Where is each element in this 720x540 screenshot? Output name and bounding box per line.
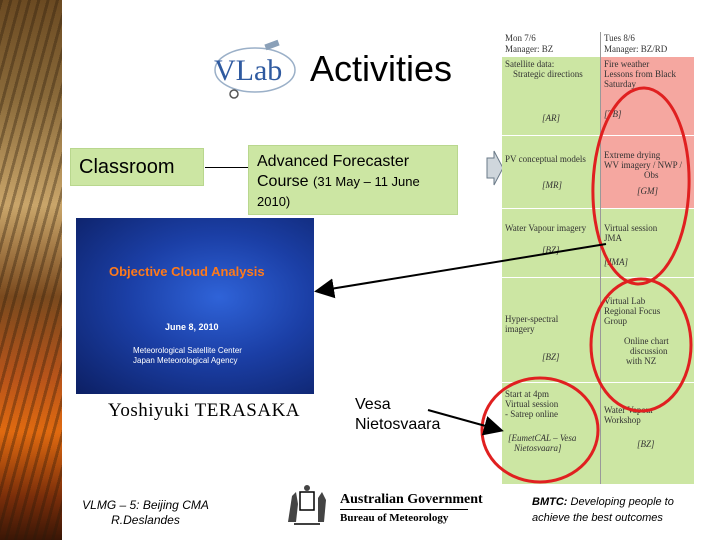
highlight-circle-vlab: [591, 279, 691, 411]
cell-text: Start at 4pm: [505, 389, 549, 399]
vesa-line1: Vesa: [355, 396, 391, 413]
cell-tag: [BZ]: [542, 245, 560, 255]
slide-org-line2: Japan Meteorological Agency: [133, 356, 238, 365]
arrow-to-slide: [318, 244, 606, 291]
cell-text: with NZ: [626, 356, 657, 366]
cell-text: - Satrep online: [505, 409, 558, 419]
cell-tag: [BZ]: [542, 352, 560, 362]
slide-date: June 8, 2010: [165, 322, 219, 332]
cell-text: Online chart: [624, 336, 669, 346]
bom-name: Bureau of Meteorology: [340, 512, 449, 524]
col-head-mon-manager: Manager: BZ: [505, 44, 554, 54]
footer-right-bold: BMTC:: [532, 496, 568, 508]
cell-tag: [BZ]: [637, 439, 655, 449]
gov-name: Australian Government: [340, 492, 483, 507]
footer-right: [532, 494, 702, 526]
cell-text: Extreme drying: [604, 150, 661, 160]
cell-text: WV imagery / NWP /: [604, 160, 682, 170]
cell-text: Virtual Lab: [604, 296, 646, 306]
cell-tag: [TB]: [604, 109, 622, 119]
cell-tag: [AR]: [542, 113, 560, 123]
coat-of-arms-icon: [282, 482, 332, 528]
gov-divider: [340, 509, 468, 510]
arrow-to-eumetcal: [428, 410, 500, 430]
course-dates: (31 May – 11 June 2010): [257, 174, 420, 209]
cell-text: Water Vapour: [604, 405, 654, 415]
cell-tag: [MR]: [542, 180, 562, 190]
footer-left-line1: VLMG – 5: Beijing CMA: [82, 498, 209, 512]
cell-tag: Nietosvaara]: [514, 443, 562, 453]
cell-text: Hyper-spectral: [505, 314, 559, 324]
slide-title: Objective Cloud Analysis: [109, 264, 265, 279]
cell-text: Obs: [644, 170, 659, 180]
cell-text: Lessons from Black: [604, 69, 676, 79]
cell-text: JMA: [604, 233, 623, 243]
cell-tag: [EumetCAL – Vesa: [508, 433, 577, 443]
presenter-name: Yoshiyuki TERASAKA: [108, 400, 301, 421]
cell-tag: [GM]: [637, 186, 659, 196]
cell-text: Water Vapour imagery: [505, 223, 587, 233]
cell-tag: [JMA]: [604, 257, 628, 267]
cell-text: Workshop: [604, 415, 641, 425]
footer-right-text: Developing people to achieve the best outcomes: [532, 496, 674, 524]
cell-text: discussion: [630, 346, 668, 356]
footer-left: [78, 498, 213, 528]
col-head-tue-manager: Manager: BZ/RD: [604, 44, 668, 54]
cell-text: Satellite data:: [505, 59, 555, 69]
classroom-label: Classroom: [79, 155, 175, 178]
highlight-circle-gm: [590, 86, 693, 285]
footer-left-line2: R.Deslandes: [111, 513, 180, 527]
cell-text: Virtual session: [604, 223, 658, 233]
cell-text: PV conceptual models: [505, 154, 586, 164]
cell-text: Strategic directions: [513, 69, 583, 79]
cell-text: Saturday: [604, 79, 636, 89]
vesa-line2: Nietosvaara: [355, 416, 441, 433]
course-title: Advanced Forecaster Course: [257, 153, 410, 190]
cell-text: Group: [604, 316, 627, 326]
cell-text: Regional Focus: [604, 306, 661, 316]
svg-text:VLab: VLab: [214, 54, 283, 87]
cell-text: imagery: [505, 324, 535, 334]
cell-text: Fire weather: [604, 59, 650, 69]
col-head-tue-date: Tues 8/6: [604, 33, 635, 43]
slide-org-line1: Meteorological Satellite Center: [133, 346, 242, 355]
page-title: Activities: [310, 48, 453, 89]
cell-text: Virtual session: [505, 399, 559, 409]
col-head-mon-date: Mon 7/6: [505, 33, 536, 43]
